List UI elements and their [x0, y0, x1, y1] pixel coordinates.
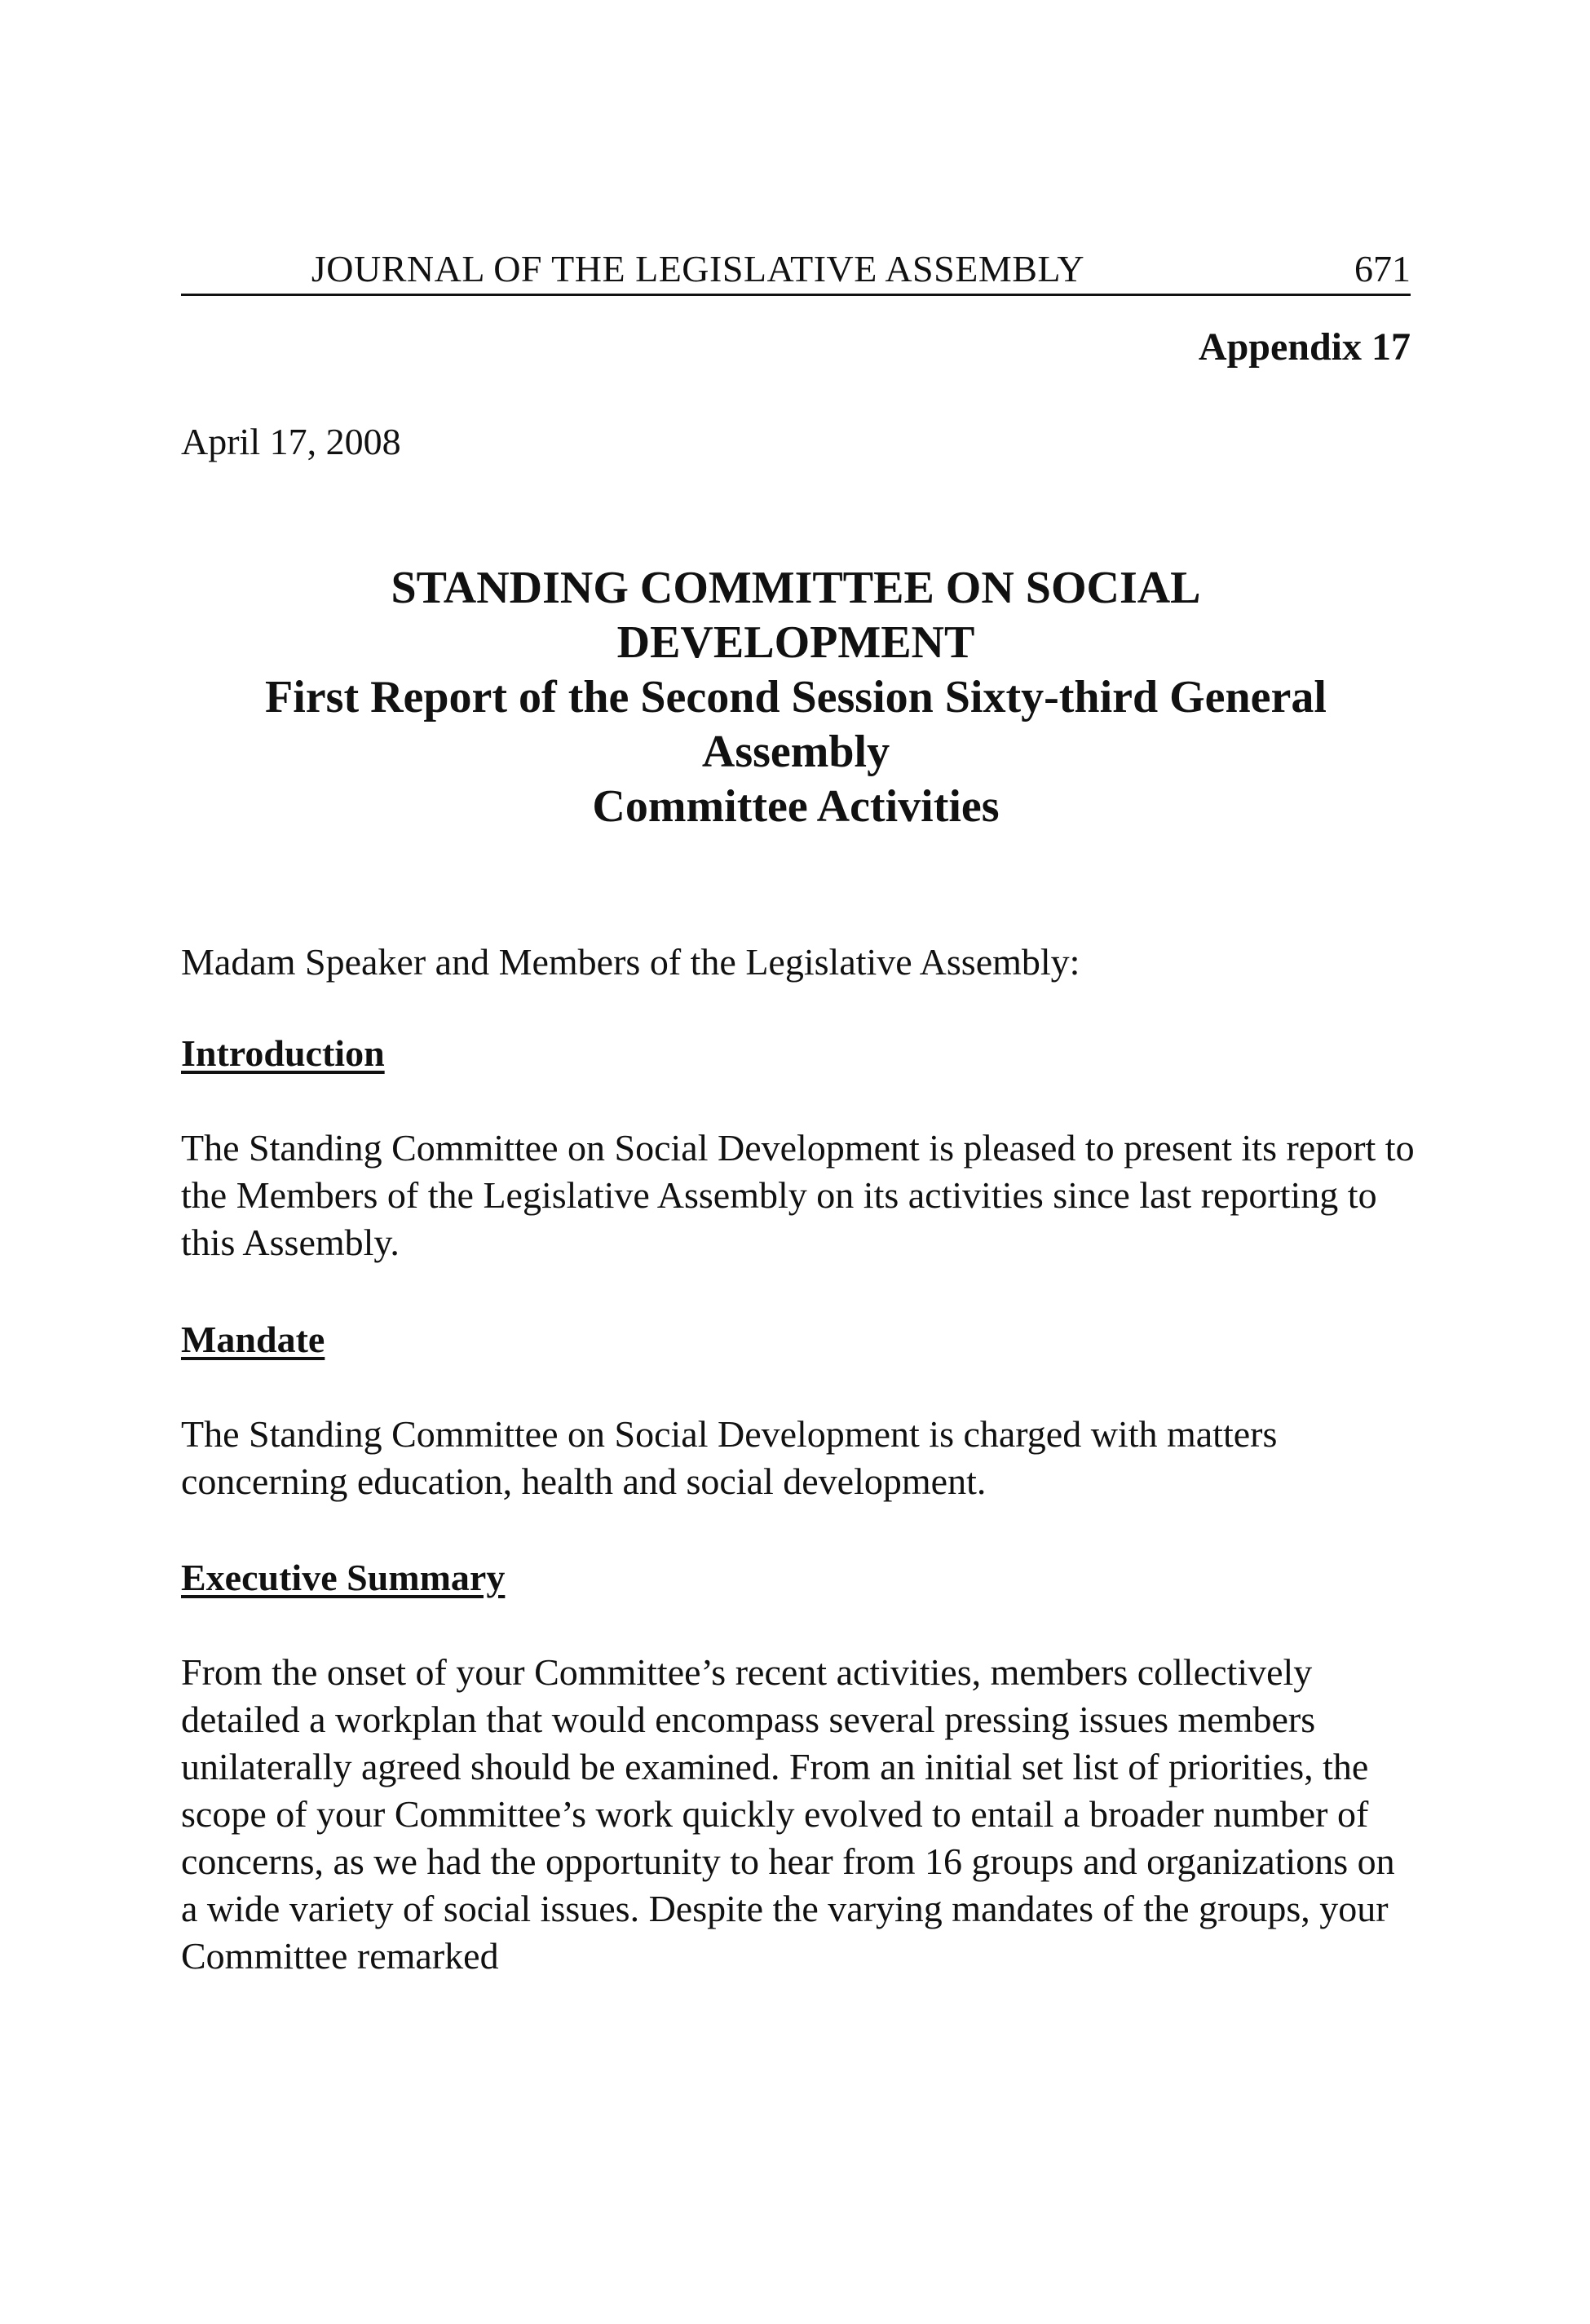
title-line: First Report of the Second Session Sixty-third General [265, 672, 1327, 722]
title-line: DEVELOPMENT [616, 617, 975, 668]
introduction-heading: Introduction [181, 1032, 385, 1074]
page-number: 671 [1354, 248, 1411, 289]
running-title: JOURNAL OF THE LEGISLATIVE ASSEMBLY [311, 248, 1085, 289]
introduction-paragraph: The Standing Committee on Social Development is pleased to present its report to the Members of the Legislative Assembly on its activities since last reporting to this Assembly. [181, 1127, 1415, 1263]
report-title [181, 561, 1411, 834]
mandate-paragraph: The Standing Committee on Social Development is charged with matters concerning education, health and social development. [181, 1413, 1278, 1502]
title-line: STANDING COMMITTEE ON SOCIAL [391, 563, 1201, 613]
executive-summary-paragraph: From the onset of your Committee’s recent activities, members collectively detailed a workplan that would encompass several pressing issues members unilaterally agreed should be examined. From an initial set list of priorities, the scope of your Committee’s work quickly evolved to entail a broader number of concerns, as we had the opportunity to hear from 16 groups and organizations on a wide variety of social issues. Despite the varying mandates of the groups, your Committee remarked [181, 1651, 1395, 1977]
title-line: Committee Activities [592, 781, 1000, 832]
report-date: April 17, 2008 [181, 421, 401, 462]
appendix-label: Appendix 17 [1198, 325, 1411, 369]
salutation: Madam Speaker and Members of the Legislative Assembly: [181, 941, 1080, 983]
executive-summary-heading: Executive Summary [181, 1557, 506, 1598]
mandate-heading: Mandate [181, 1319, 325, 1360]
title-line: Assembly [701, 727, 890, 777]
running-header [181, 245, 1411, 296]
